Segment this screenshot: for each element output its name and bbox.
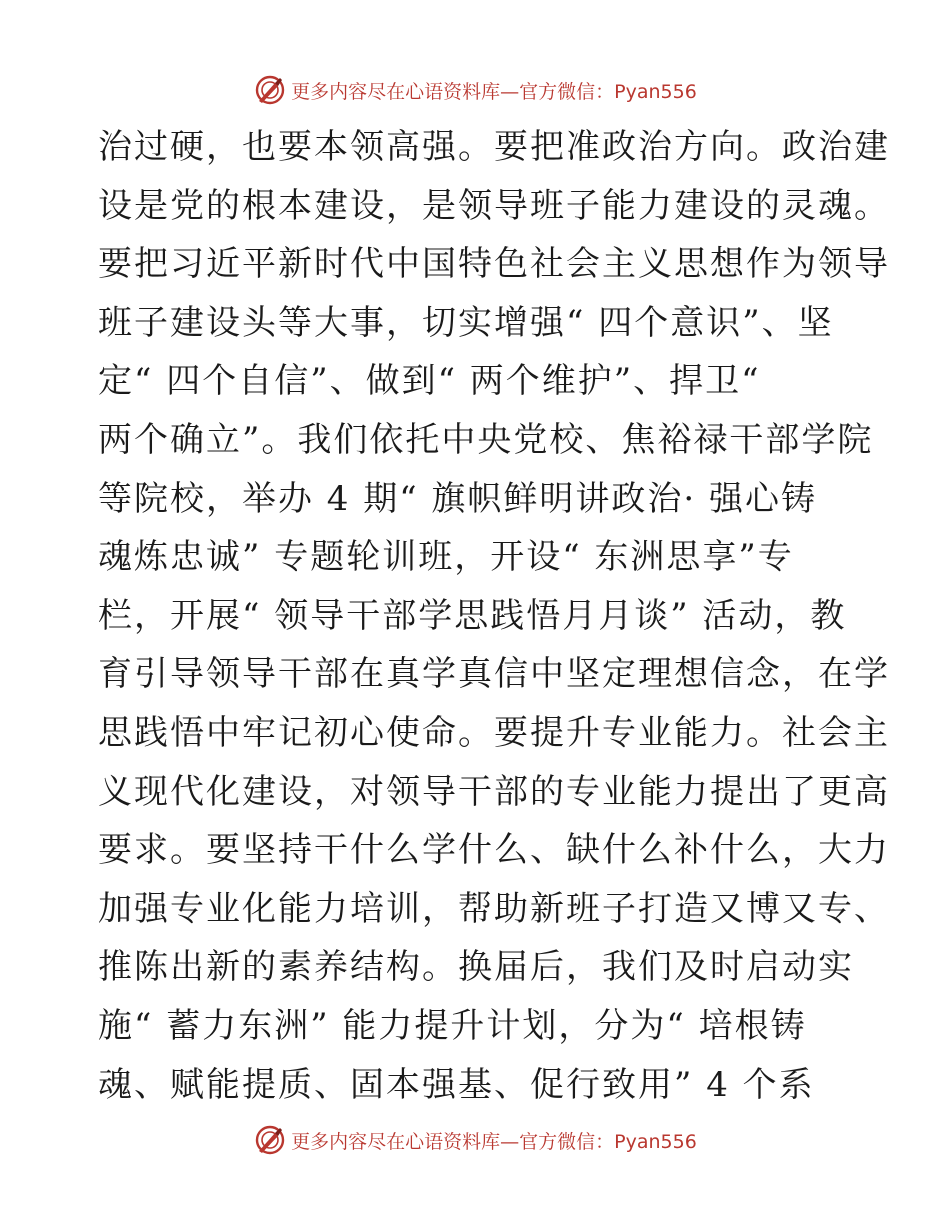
body-line: 定“ 四个自信”、做到“ 两个维护”、捍卫“ bbox=[98, 361, 761, 402]
body-line: 设是党的根本建设，是领导班子能力建设的灵魂。 bbox=[98, 185, 890, 226]
watermark-text: 更多内容尽在心语资料库—官方微信：Pyan556 bbox=[291, 1130, 697, 1153]
body-line: 推陈出新的素养结构。换届后，我们及时启动实 bbox=[98, 947, 854, 988]
body-line: 魂炼忠诚” 专题轮训班，开设“ 东洲思享”专 bbox=[98, 537, 794, 578]
watermark-wechat-id: Pyan556 bbox=[614, 80, 697, 103]
body-line: 班子建设头等大事，切实增强“ 四个意识”、坚 bbox=[98, 302, 834, 343]
body-line: 思践悟中牢记初心使命。要提升专业能力。社会主 bbox=[98, 712, 890, 753]
watermark-text: 更多内容尽在心语资料库—官方微信：Pyan556 bbox=[291, 80, 697, 103]
body-line: 加强专业化能力培训，帮助新班子打造又博又专、 bbox=[98, 888, 890, 929]
body-line: 育引导领导干部在真学真信中坚定理想信念，在学 bbox=[98, 654, 890, 695]
document-body bbox=[98, 118, 890, 1114]
body-line: 要把习近平新时代中国特色社会主义思想作为领导 bbox=[98, 244, 890, 285]
pen-circle-logo-icon bbox=[253, 1123, 287, 1157]
body-line: 两个确立”。我们依托中央党校、焦裕禄干部学院 bbox=[98, 419, 874, 460]
body-line: 治过硬，也要本领高强。要把准政治方向。政治建 bbox=[98, 127, 890, 167]
header-watermark bbox=[0, 70, 950, 110]
body-line: 施“ 蓄力东洲” 能力提升计划，分为“ 培根铸 bbox=[98, 1005, 807, 1046]
body-line: 义现代化建设，对领导干部的专业能力提出了更高 bbox=[98, 771, 890, 812]
body-line: 等院校，举办 4 期“ 旗帜鲜明讲政治· 强心铸 bbox=[98, 478, 818, 519]
body-line: 要求。要坚持干什么学什么、缺什么补什么，大力 bbox=[98, 830, 890, 871]
watermark-wechat-id: Pyan556 bbox=[614, 1130, 697, 1153]
footer-watermark bbox=[0, 1120, 950, 1160]
pen-circle-logo-icon bbox=[253, 73, 287, 107]
body-line: 魂、赋能提质、固本强基、促行致用” 4 个系 bbox=[98, 1064, 815, 1105]
body-line: 栏，开展“ 领导干部学思践悟月月谈” 活动，教 bbox=[98, 595, 847, 636]
